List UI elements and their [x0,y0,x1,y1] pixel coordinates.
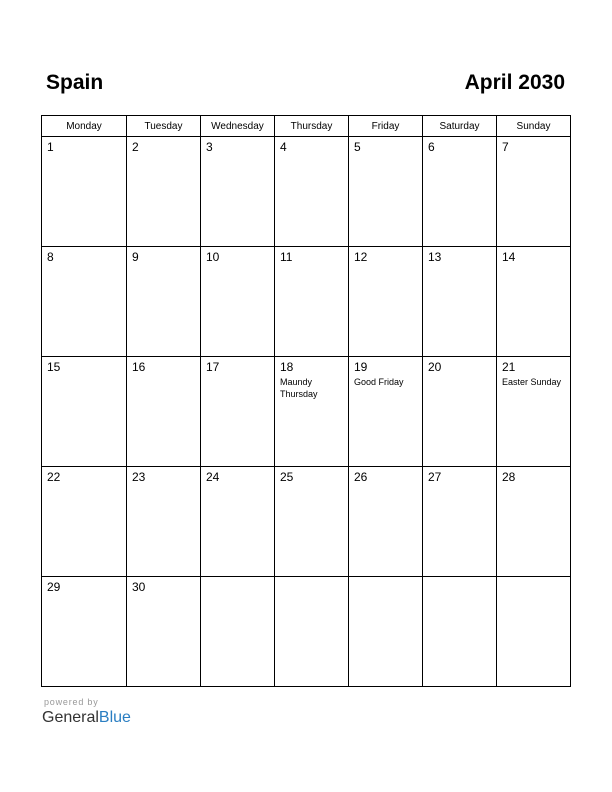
month-year-title: April 2030 [464,71,565,94]
calendar-day-cell [275,467,349,577]
brand-general-text: General [42,709,99,726]
day-number: 19 [354,360,368,374]
day-cell-content [127,247,200,265]
day-cell-content [42,247,126,265]
day-number: 27 [428,470,442,484]
day-cell-content [349,357,422,388]
calendar-day-cell [201,577,275,687]
weekday-header-tuesday: Tuesday [127,116,201,137]
calendar-day-cell [42,247,127,357]
day-cell-content [201,137,274,155]
calendar-day-cell [349,357,423,467]
day-cell-content [497,357,570,388]
calendar-grid [41,115,571,687]
calendar-day-cell [275,137,349,247]
day-cell-content [349,137,422,155]
day-number: 23 [132,470,146,484]
day-cell-content [42,467,126,485]
day-number: 6 [428,140,435,154]
calendar-day-cell [42,577,127,687]
day-number: 18 [280,360,294,374]
day-cell-content [423,577,496,580]
day-cell-content [497,467,570,485]
day-cell-content [423,357,496,375]
calendar-day-cell [423,577,497,687]
powered-by-text: powered by [44,697,99,707]
day-number: 22 [47,470,61,484]
day-number: 25 [280,470,294,484]
calendar-day-cell [349,467,423,577]
calendar-day-cell [201,467,275,577]
day-cell-content [275,467,348,485]
day-number: 2 [132,140,139,154]
day-number: 16 [132,360,146,374]
weekday-header-monday: Monday [42,116,127,137]
calendar-day-cell [275,357,349,467]
weekday-header-saturday: Saturday [423,116,497,137]
day-cell-content [423,467,496,485]
generalblue-logo [42,708,131,728]
holiday-label: Good Friday [354,377,404,387]
calendar-day-cell [201,247,275,357]
day-cell-content [497,137,570,155]
calendar-day-cell [349,247,423,357]
calendar-day-cell [42,467,127,577]
day-cell-content [497,247,570,265]
calendar-day-cell [349,137,423,247]
day-number: 17 [206,360,220,374]
calendar-day-cell [201,357,275,467]
calendar-day-cell [127,247,201,357]
calendar-day-cell [127,357,201,467]
day-cell-content [127,577,200,595]
country-title: Spain [46,71,104,94]
day-cell-content [42,577,126,595]
weekday-header-row [42,116,571,137]
day-number: 10 [206,250,220,264]
day-cell-content [275,357,348,400]
day-cell-content [201,357,274,375]
calendar-week-row [42,467,571,577]
day-cell-content [42,357,126,375]
calendar-day-cell [423,247,497,357]
calendar-week-row [42,577,571,687]
calendar-day-cell [423,357,497,467]
holiday-label: Easter Sunday [502,377,562,387]
day-cell-content [349,247,422,265]
day-cell-content [42,137,126,155]
calendar-day-cell [127,137,201,247]
day-number: 8 [47,250,54,264]
day-number: 12 [354,250,368,264]
calendar-day-cell [497,577,571,687]
calendar-day-cell [497,247,571,357]
day-cell-content [275,247,348,265]
day-number: 14 [502,250,516,264]
calendar-week-row [42,247,571,357]
calendar-day-cell [42,357,127,467]
calendar-day-cell [275,577,349,687]
day-number: 29 [47,580,61,594]
brand-blue-text: Blue [98,709,131,726]
calendar-day-cell [275,247,349,357]
calendar-day-cell [423,137,497,247]
day-number: 28 [502,470,516,484]
day-cell-content [349,577,422,580]
calendar-day-cell [349,577,423,687]
calendar-day-cell [127,467,201,577]
day-number: 5 [354,140,361,154]
day-cell-content [127,357,200,375]
day-number: 1 [47,140,54,154]
day-cell-content [201,467,274,485]
day-cell-content [201,247,274,265]
day-cell-content [201,577,274,580]
calendar-body [42,137,571,687]
calendar-day-cell [42,137,127,247]
holiday-label: Maundy Thursday [280,377,318,399]
day-number: 9 [132,250,139,264]
calendar-day-cell [423,467,497,577]
weekday-header-friday: Friday [349,116,423,137]
weekday-header-sunday: Sunday [497,116,571,137]
day-cell-content [349,467,422,485]
day-number: 13 [428,250,442,264]
day-number: 3 [206,140,213,154]
day-number: 7 [502,140,509,154]
day-number: 21 [502,360,516,374]
day-cell-content [275,577,348,580]
calendar-week-row [42,357,571,467]
day-cell-content [275,137,348,155]
calendar-day-cell [497,357,571,467]
day-number: 24 [206,470,220,484]
weekday-header-wednesday: Wednesday [201,116,275,137]
day-cell-content [127,137,200,155]
calendar-day-cell [497,137,571,247]
day-number: 15 [47,360,61,374]
day-number: 11 [280,250,293,264]
day-number: 20 [428,360,442,374]
day-cell-content [423,247,496,265]
calendar-day-cell [127,577,201,687]
calendar-day-cell [497,467,571,577]
day-cell-content [127,467,200,485]
day-number: 30 [132,580,146,594]
calendar-day-cell [201,137,275,247]
day-number: 26 [354,470,368,484]
day-number: 4 [280,140,287,154]
weekday-header-thursday: Thursday [275,116,349,137]
calendar-week-row [42,137,571,247]
day-cell-content [497,577,570,580]
day-cell-content [423,137,496,155]
